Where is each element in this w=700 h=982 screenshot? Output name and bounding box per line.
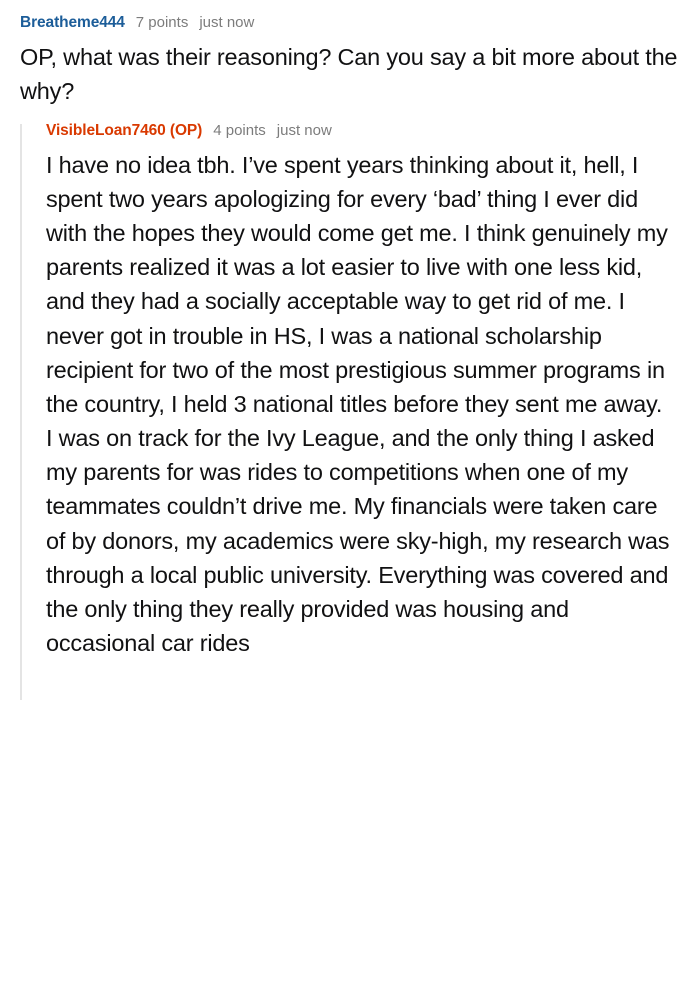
comment-body	[20, 40, 678, 108]
comment-points: 7 points	[135, 14, 189, 31]
comment-points: 4 points	[213, 121, 266, 139]
comment-timestamp: just now	[199, 14, 255, 31]
comment-paragraph: I have no idea tbh. I’ve spent years thinking about it, hell, I spent two years apologizing for every ‘bad’ thing I ever did with the hopes they would come get me. I think genuinely my parents realized it was a lot easier to live with one less kid, and they had a socially acceptable way to get rid of me. I never got in trouble in HS, I was a national scholarship recipient for two of the most prestigious summer programs in the country, I held 3 national titles before they sent me away. I was on track for the Ivy League, and the only thing I asked my parents for was rides to competitions when one of my teammates couldn’t drive me. My financials were taken care of by donors, my academics were sky-high, my research was through a local public university. Everything was covered and the only thing they really provided was housing and occasional car rides	[46, 151, 670, 657]
comment-author-op[interactable]: VisibleLoan7460 (OP)	[46, 121, 203, 139]
comment-timestamp: just now	[276, 121, 332, 139]
comment-author[interactable]: Breatheme444	[20, 14, 125, 31]
comment-reply	[20, 122, 690, 660]
comment-top-level	[18, 14, 690, 108]
thread-collapse-line[interactable]	[20, 124, 22, 700]
comment-body	[46, 148, 674, 661]
comment-meta	[20, 14, 678, 33]
comment-paragraph: OP, what was their reasoning? Can you say a bit more about the why?	[20, 43, 678, 104]
comment-meta	[46, 122, 674, 141]
